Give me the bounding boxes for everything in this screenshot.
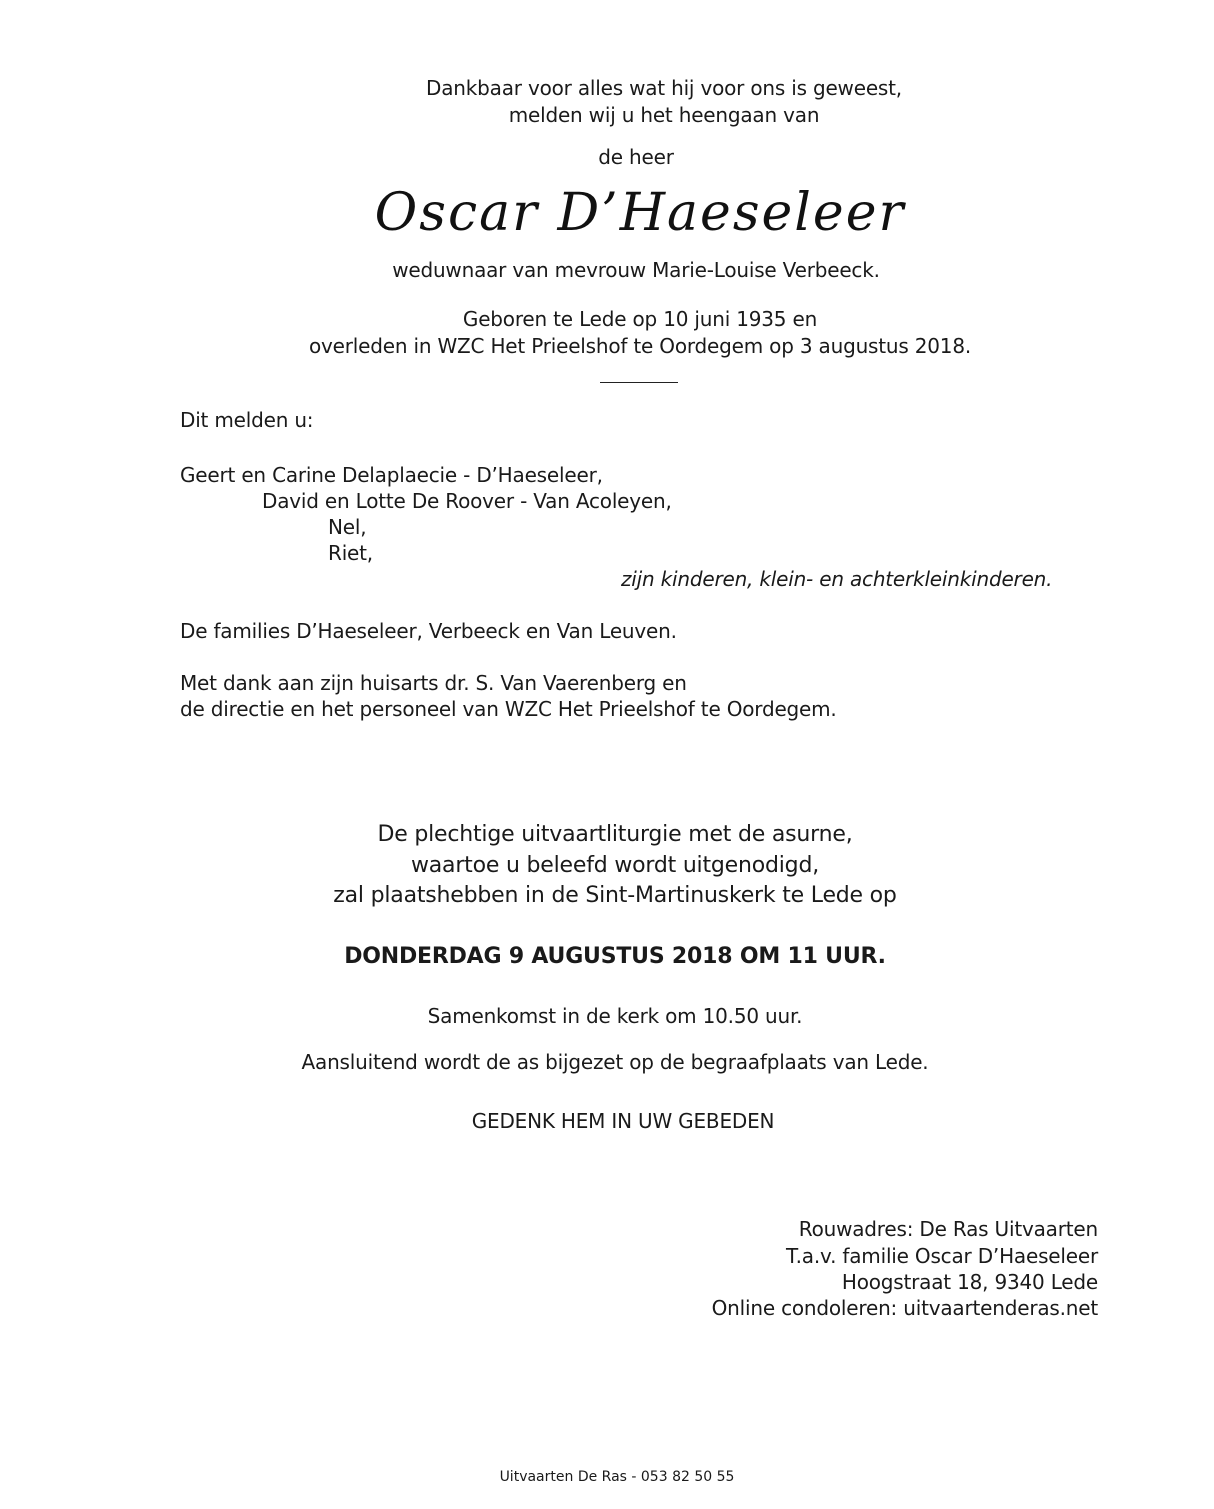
announcers-heading: Dit melden u: <box>180 408 314 432</box>
thanks-line-1: Met dank aan zijn huisarts dr. S. Van Vaerenberg en <box>180 671 687 695</box>
ceremony-date: DONDERDAG 9 AUGUSTUS 2018 OM 11 UUR. <box>344 944 886 969</box>
family-line-1: Geert en Carine Delaplaecie - D’Haeseleer, <box>180 463 603 487</box>
intro-line-1: Dankbaar voor alles wat hij voor ons is geweest, <box>426 76 902 100</box>
family-note: zijn kinderen, klein- en achterkleinkinderen. <box>621 567 1053 591</box>
contact-line-3: Hoogstraat 18, 9340 Lede <box>841 1270 1098 1294</box>
family-line-2: David en Lotte De Roover - Van Acoleyen, <box>262 489 672 513</box>
death-info: overleden in WZC Het Prieelshof te Oordegem op 3 augustus 2018. <box>308 334 972 358</box>
ceremony-line-1: De plechtige uitvaartliturgie met de asurne, <box>377 822 853 847</box>
ceremony-line-3: zal plaatshebben in de Sint-Martinuskerk te Lede op <box>333 883 897 908</box>
footer-text: Uitvaarten De Ras - 053 82 50 55 <box>499 1469 735 1485</box>
birth-info: Geboren te Lede op 10 juni 1935 en <box>462 307 818 331</box>
family-line-4: Riet, <box>328 541 373 565</box>
contact-line-1: Rouwadres: De Ras Uitvaarten <box>798 1217 1098 1241</box>
deceased-relation: weduwnaar van mevrouw Marie-Louise Verbeeck. <box>392 258 880 282</box>
burial-info: Aansluitend wordt de as bijgezet op de begraafplaats van Lede. <box>301 1050 929 1074</box>
contact-line-2: T.a.v. familie Oscar D’Haeseleer <box>786 1244 1098 1268</box>
family-line-3: Nel, <box>328 515 367 539</box>
intro-line-2: melden wij u het heengaan van <box>508 103 820 127</box>
prayer-request: GEDENK HEM IN UW GEBEDEN <box>471 1109 775 1133</box>
ceremony-line-2: waartoe u beleefd wordt uitgenodigd, <box>410 853 820 878</box>
salutation: de heer <box>598 145 674 169</box>
divider <box>600 382 678 383</box>
contact-line-4: Online condoleren: uitvaartenderas.net <box>711 1296 1098 1320</box>
deceased-name: Oscar D’Haeseleer <box>374 183 906 243</box>
gathering-time: Samenkomst in de kerk om 10.50 uur. <box>427 1004 803 1028</box>
families-line: De families D’Haeseleer, Verbeeck en Van Leuven. <box>180 619 677 643</box>
thanks-line-2: de directie en het personeel van WZC Het Prieelshof te Oordegem. <box>180 697 837 721</box>
